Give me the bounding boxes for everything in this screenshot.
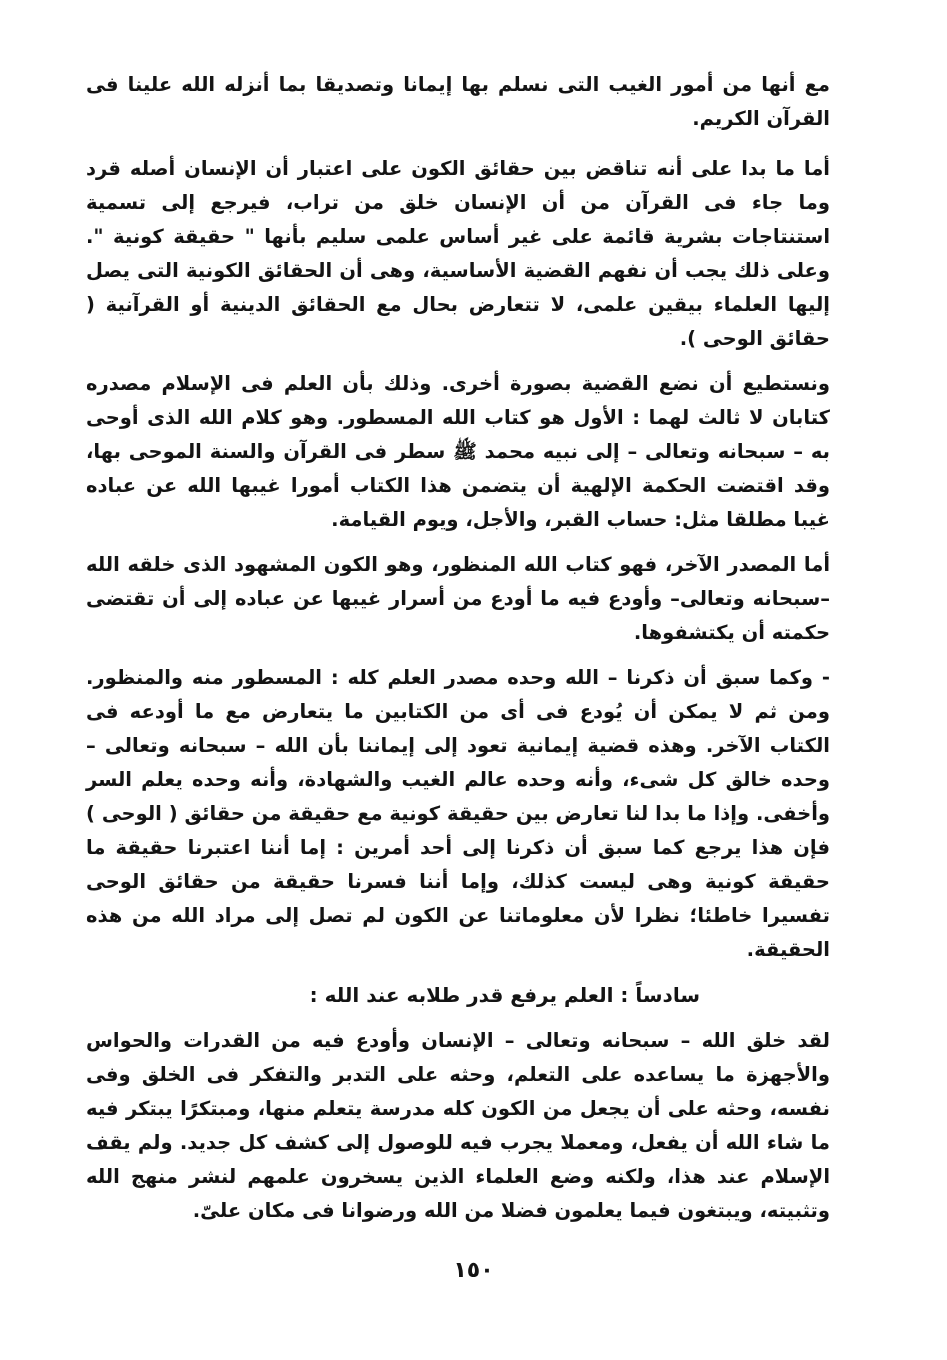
page-body (86, 68, 830, 1239)
paragraph-2: أما ما بدا على أنه تناقض بين حقائق الكون على اعتبار أن الإنسان أصله قرد وما جاء فى القرآن من أن الإنسان خلق من تراب، فيرجع إلى تسمية استنتاجات بشرية قائمة على غير أساس علمى سليم بأنها " حقيقة كونية ". وعلى ذلك يجب أن نفهم القضية الأساسية، وهى أن الحقائق الكونية التى يصل إليها العلماء بيقين علمى، لا تتعارض بحال مع الحقائق الدينية أو القرآنية ( حقائق الوحى ). (86, 157, 830, 350)
paragraph-1: مع أنها من أمور الغيب التى نسلم بها إيمانا وتصديقا بما أنزله الله علينا فى القرآن الكريم. (86, 73, 830, 130)
paragraph-4: أما المصدر الآخر، فهو كتاب الله المنظور، وهو الكون المشهود الذى خلقه الله –سبحانه وتعالى– وأودع فيه ما أودع من أسرار غيبها عن عباده إلى أن تقتضى حكمته أن يكتشفوها. (86, 553, 830, 644)
paragraph-3: ونستطيع أن نضع القضية بصورة أخرى. وذلك بأن العلم فى الإسلام مصدره كتابان لا ثالث لهما : الأول هو كتاب الله المسطور. وهو كلام الله الذى أوحى به – سبحانه وتعالى – إلى نبيه محمد ﷺ سطر فى القرآن والسنة الموحى بها، وقد اقتضت الحكمة الإلهية أن يتضمن هذا الكتاب أمورا غيبها الله عن عباده غيبا مطلقا مثل: حساب القبر، والأجل، ويوم القيامة. (86, 372, 830, 531)
page-number: ١٥٠ (453, 1258, 494, 1283)
paragraph-6: لقد خلق الله – سبحانه وتعالى – الإنسان وأودع فيه من القدرات والحواس والأجهزة ما يساعده على التعلم، وحثه على التدبر والتفكر فى الخلق وفى نفسه، وحثه على أن يجعل من الكون كله مدرسة يتعلم منها، ومبتكرًا يبتكر فيه ما شاء الله أن يفعل، ومعملا يجرب فيه للوصول إلى كشف كل جديد. ولم يقف الإسلام عند هذا، ولكنه وضع العلماء الذين يسخرون علمهم لنشر منهج الله وتثبيته، ويبتغون فيما يعلمون فضلا من الله ورضوانا فى مكان علىّ. (86, 1029, 830, 1222)
section-heading: سادساً : العلم يرفع قدر طلابه عند الله : (309, 983, 700, 1007)
paragraph-5: - وكما سبق أن ذكرنا – الله وحده مصدر العلم كله : المسطور منه والمنظور. ومن ثم لا يمكن أن يُودع فى أى من الكتابين ما يتعارض مع ما أودعه فى الكتاب الآخر. وهذه قضية إيمانية تعود إلى إيماننا بأن الله – سبحانه وتعالى – وحده خالق كل شىء، وأنه وحده عالم الغيب والشهادة، وأنه وحده يعلم السر وأخفى. وإذا ما بدا لنا تعارض بين حقيقة كونية مع حقيقة من حقائق ( الوحى ) فإن هذا يرجع كما سبق أن ذكرنا إلى أحد أمرين : إما أننا اعتبرنا حقيقة ما حقيقة كونية وهى ليست كذلك، وإما أننا فسرنا حقيقة من حقائق الوحى تفسيرا خاطئا؛ نظرا لأن معلوماتنا عن الكون لم تصل إلى مراد الله من هذه الحقيقة. (86, 666, 830, 961)
